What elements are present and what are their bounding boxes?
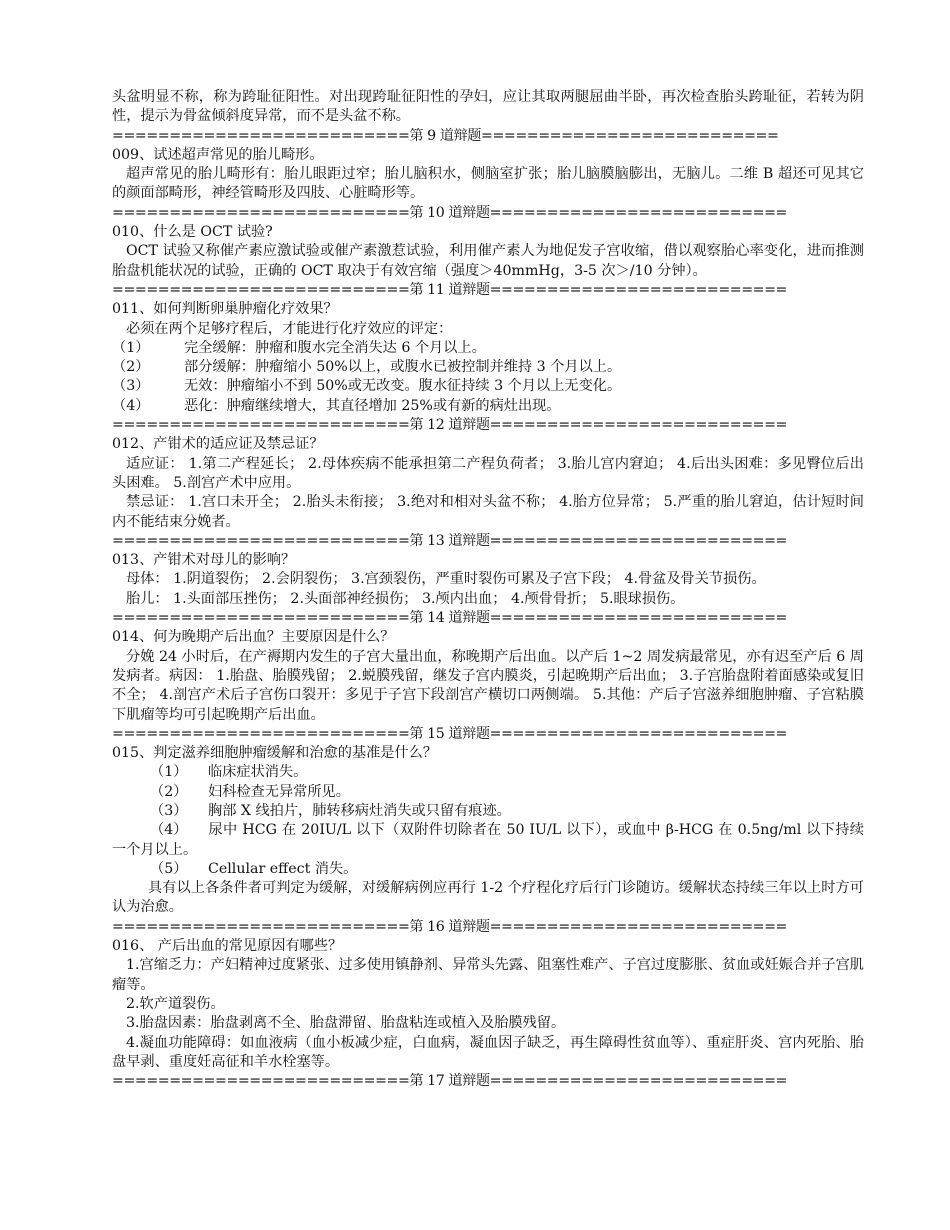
- item-number: （4）: [112, 397, 150, 414]
- question-012: 012、产钳术的适应证及禁忌证？: [112, 436, 324, 453]
- answer-015-item: [112, 763, 864, 782]
- question-010: 010、什么是 OCT 试验?: [112, 224, 273, 241]
- question-015: 015、判定滋养细胞肿瘤缓解和治愈的基准是什么？: [112, 745, 438, 762]
- answer-011-item: [112, 377, 864, 396]
- answer-009: 超声常见的胎儿畸形有：胎儿眼距过窄；胎儿脑积水，侧脑室扩张；胎儿脑膜脑膨出，无脑儿。二维 B 超还可见其它的颜面部畸形，神经管畸形及四肢、心脏畸形等。: [112, 166, 864, 202]
- answer-015-item: [112, 802, 864, 821]
- answer-011-item: [112, 397, 864, 416]
- answer-015-item: [112, 821, 864, 860]
- item-number: （1）: [112, 339, 150, 356]
- item-text: 完全缓解：肿瘤和腹水完全消失达 6 个月以上。: [184, 339, 486, 356]
- item-text: 胸部 X 线拍片，肺转移病灶消失或只留有痕迹。: [208, 802, 511, 819]
- separator-question-9: ==========================第 9 道辩题==========================: [112, 127, 779, 144]
- answer-011-item: [112, 339, 864, 358]
- item-number: （2）: [150, 783, 188, 800]
- item-number: （5）: [150, 860, 188, 877]
- question-011: 011、如何判断卵巢肿瘤化疗效果？: [112, 301, 338, 318]
- answer-015-item: [112, 860, 864, 879]
- intro-paragraph: 头盆明显不称，称为跨耻征阳性。对出现跨耻征阳性的孕妇，应让其取两腿屈曲半卧，再次检查胎头跨耻征，若转为阴性，提示为骨盆倾斜度异常，而不是头盆不称。: [112, 89, 864, 125]
- item-text: 妇科检查无异常所见。: [208, 783, 350, 800]
- separator-question-11: ==========================第 11 道辩题==========================: [112, 281, 787, 298]
- separator-question-17: ==========================第 17 道辩题==========================: [112, 1073, 787, 1090]
- answer-012-contraindications: 禁忌证： 1.宫口未开全； 2.胎头未衔接； 3.绝对和相对头盆不称； 4.胎方位异常； 5.严重的胎儿窘迫，估计短时间内不能结束分娩者。: [112, 494, 864, 530]
- item-text: Cellular effect 消失。: [208, 860, 358, 877]
- question-016: 016、 产后出血的常见原因有哪些？: [112, 938, 343, 955]
- item-number: （2）: [112, 359, 150, 376]
- item-number: （3）: [112, 378, 150, 395]
- answer-011-item: [112, 358, 864, 377]
- item-text: 无效：肿瘤缩小不到 50%或无改变。腹水征持续 3 个月以上无变化。: [184, 378, 622, 395]
- question-009: 009、试述超声常见的胎儿畸形。: [112, 146, 324, 163]
- item-text: 部分缓解：肿瘤缩小 50%以上，或腹水已被控制并维持 3 个月以上。: [184, 359, 622, 376]
- answer-013-fetus: 胎儿： 1.头面部压挫伤； 2.头面部神经损伤； 3.颅内出血； 4.颅骨骨折； 5.眼球损伤。: [126, 590, 685, 607]
- answer-014: 分娩 24 小时后，在产褥期内发生的子宫大量出血，称晚期产后出血。以产后 1~2 周发病最常见，亦有迟至产后 6 周发病者。病因： 1.胎盘、胎膜残留； 2.蜕膜残留，继发子宫内膜炎，引起晚期产后出血； 3.子宫胎盘附着面感染或复旧不全； 4.剖宫产术后子宫伤口裂开：多见于子宫下段剖宫产横切口两侧端。 5.其他：产后子宫滋养细胞肿瘤、子宫粘膜下肌瘤等均可引起晚期产后出血。: [112, 648, 864, 723]
- separator-question-15: ==========================第 15 道辩题==========================: [112, 725, 787, 742]
- separator-question-12: ==========================第 12 道辩题==========================: [112, 417, 787, 434]
- answer-016-cause-4: 4.凝血功能障碍：如血液病（血小板减少症，白血病，凝血因子缺乏，再生障碍性贫血等）、重症肝炎、宫内死胎、胎盘早剥、重度妊高征和羊水栓塞等。: [112, 1034, 864, 1070]
- answer-011-lead: 必须在两个足够疗程后，才能进行化疗效应的评定：: [126, 320, 453, 337]
- item-text: 恶化：肿瘤继续增大，其直径增加 25%或有新的病灶出现。: [184, 397, 561, 414]
- item-number: （3）: [150, 802, 188, 819]
- item-text: 临床症状消失。: [208, 764, 308, 781]
- answer-012-indications: 适应证： 1.第二产程延长； 2.母体疾病不能承担第二产程负荷者； 3.胎儿宫内窘迫； 4.后出头困难：多见臀位后出头困难。 5.剖宫产术中应用。: [112, 455, 864, 491]
- separator-question-14: ==========================第 14 道辩题==========================: [112, 610, 787, 627]
- item-number: （4）: [150, 822, 188, 839]
- item-number: （1）: [150, 764, 188, 781]
- separator-question-10: ==========================第 10 道辩题==========================: [112, 204, 787, 221]
- item-text: 尿中 HCG 在 20IU/L 以下（双附件切除者在 50 IU/L 以下），或血中 β-HCG 在 0.5ng/ml 以下持续一个月以上。: [112, 822, 864, 858]
- question-013: 013、产钳术对母儿的影响？: [112, 552, 296, 569]
- separator-question-13: ==========================第 13 道辩题==========================: [112, 532, 787, 549]
- answer-016-cause-2: 2.软产道裂伤。: [126, 995, 225, 1012]
- answer-010: OCT 试验又称催产素应激试验或催产素激惹试验，利用催产素人为地促发子宫收缩，借以观察胎心率变化，进而推测胎盘机能状况的试验，正确的 OCT 取决于有效宫缩（强度＞40mmHg，3-5 次＞/10 分钟）。: [112, 243, 864, 279]
- document-page: [112, 88, 864, 1091]
- answer-013-mother: 母体： 1.阴道裂伤； 2.会阴裂伤； 3.宫颈裂伤，严重时裂伤可累及子宫下段； 4.骨盆及骨关节损伤。: [126, 571, 766, 588]
- separator-question-16: ==========================第 16 道辩题==========================: [112, 918, 787, 935]
- answer-015-item: [112, 783, 864, 802]
- question-014: 014、何为晚期产后出血？主要原因是什么？: [112, 629, 395, 646]
- answer-016-cause-3: 3.胎盘因素：胎盘剥离不全、胎盘滞留、胎盘粘连或植入及胎膜残留。: [126, 1015, 566, 1032]
- answer-016-cause-1: 1.宫缩乏力：产妇精神过度紧张、过多使用镇静剂、异常头先露、阻塞性难产、子宫过度膨胀、贫血或妊娠合并子宫肌瘤等。: [112, 957, 864, 993]
- answer-015-conclusion: 具有以上各条件者可判定为缓解，对缓解病例应再行 1-2 个疗程化疗后行门诊随访。缓解状态持续三年以上时方可认为治愈。: [112, 880, 864, 916]
